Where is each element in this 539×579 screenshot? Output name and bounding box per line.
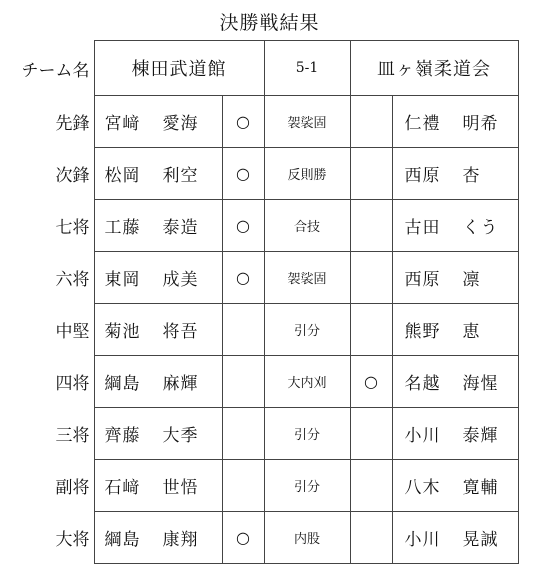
- right-given: くう: [462, 218, 499, 238]
- position: 大将: [55, 530, 90, 550]
- left-mark: ○: [236, 112, 250, 131]
- left-family: 菊池: [104, 322, 141, 342]
- left-win-mark: [222, 200, 264, 252]
- table-row: [4, 252, 518, 304]
- right-player-name: [392, 356, 518, 408]
- position-label: [4, 148, 94, 200]
- table-row: [4, 200, 518, 252]
- left-player-name: [94, 408, 222, 460]
- left-family: 綱島: [104, 374, 141, 394]
- right-given: 寛輔: [462, 478, 499, 498]
- right-family: 八木: [404, 478, 441, 498]
- left-given: 泰造: [162, 218, 199, 238]
- position: 先鋒: [55, 114, 90, 134]
- right-win-mark: [350, 200, 392, 252]
- left-given: 成美: [162, 270, 199, 290]
- right-family: 名越: [404, 374, 441, 394]
- left-family: 宮﨑: [104, 114, 141, 134]
- result-table: [4, 40, 519, 564]
- left-win-mark: [222, 408, 264, 460]
- left-given: 利空: [162, 166, 199, 186]
- technique: [264, 148, 350, 200]
- position: 六将: [55, 270, 90, 290]
- position-label: [4, 200, 94, 252]
- left-mark: ○: [236, 164, 250, 183]
- right-win-mark: [350, 252, 392, 304]
- right-win-mark: [350, 408, 392, 460]
- left-player-name: [94, 96, 222, 148]
- left-mark: ○: [236, 268, 250, 287]
- position: 中堅: [55, 322, 90, 342]
- right-family: 小川: [404, 426, 441, 446]
- left-family: 齊藤: [104, 426, 141, 446]
- right-player-name: [392, 304, 518, 356]
- page-title: 決勝戦結果: [219, 12, 320, 34]
- left-win-mark: [222, 304, 264, 356]
- right-given: 泰輝: [462, 426, 499, 446]
- right-given: 海惺: [462, 374, 499, 394]
- left-win-mark: [222, 148, 264, 200]
- technique: 引分: [293, 480, 320, 495]
- position: 七将: [55, 218, 90, 238]
- left-given: 康翔: [162, 530, 199, 550]
- left-player-name: [94, 356, 222, 408]
- left-family: 綱島: [104, 530, 141, 550]
- right-player-name: [392, 460, 518, 512]
- right-player-name: [392, 408, 518, 460]
- right-family: 熊野: [404, 322, 441, 342]
- table-row: [4, 408, 518, 460]
- team-right: 皿ヶ嶺柔道会: [350, 41, 518, 96]
- technique: 大内刈: [287, 376, 327, 391]
- right-family: 小川: [404, 530, 441, 550]
- match-score: 5-1: [264, 41, 350, 96]
- technique: 袈裟固: [287, 116, 327, 131]
- right-player-name: [392, 96, 518, 148]
- right-family: 古田: [404, 218, 441, 238]
- technique: [264, 460, 350, 512]
- left-win-mark: [222, 460, 264, 512]
- technique: [264, 252, 350, 304]
- right-given: 杏: [462, 166, 481, 186]
- left-player-name: [94, 200, 222, 252]
- technique: [264, 200, 350, 252]
- technique: [264, 512, 350, 564]
- left-given: 麻輝: [162, 374, 199, 394]
- technique: 内股: [293, 532, 320, 547]
- right-win-mark: [350, 460, 392, 512]
- technique: 引分: [293, 324, 320, 339]
- left-player-name: [94, 148, 222, 200]
- table-row: [4, 460, 518, 512]
- technique: [264, 356, 350, 408]
- technique: 引分: [293, 428, 320, 443]
- right-player-name: [392, 512, 518, 564]
- right-win-mark: [350, 356, 392, 408]
- left-win-mark: [222, 252, 264, 304]
- left-family: 石﨑: [104, 478, 141, 498]
- left-win-mark: [222, 512, 264, 564]
- left-win-mark: [222, 356, 264, 408]
- left-family: 工藤: [104, 218, 141, 238]
- technique: [264, 96, 350, 148]
- table-row: [4, 304, 518, 356]
- technique: 合技: [293, 220, 320, 235]
- position-label: [4, 356, 94, 408]
- left-mark: ○: [236, 216, 250, 235]
- left-given: 大季: [162, 426, 199, 446]
- right-family: 西原: [404, 270, 441, 290]
- table-row: [4, 356, 518, 408]
- right-win-mark: [350, 148, 392, 200]
- left-given: 愛海: [162, 114, 199, 134]
- position: 四将: [55, 374, 90, 394]
- right-player-name: [392, 200, 518, 252]
- right-family: 西原: [404, 166, 441, 186]
- right-win-mark: [350, 96, 392, 148]
- right-family: 仁禮: [404, 114, 441, 134]
- position-label: [4, 304, 94, 356]
- header-row: [4, 41, 518, 96]
- right-given: 明希: [462, 114, 499, 134]
- position-label: [4, 512, 94, 564]
- position-label: [4, 96, 94, 148]
- right-given: 晃誠: [462, 530, 499, 550]
- table-row: [4, 512, 518, 564]
- position-label: [4, 460, 94, 512]
- left-family: 松岡: [104, 166, 141, 186]
- team-left: 棟田武道館: [94, 41, 264, 96]
- left-win-mark: [222, 96, 264, 148]
- left-player-name: [94, 460, 222, 512]
- left-player-name: [94, 252, 222, 304]
- right-win-mark: [350, 512, 392, 564]
- technique: 袈裟固: [287, 272, 327, 287]
- left-given: 世悟: [162, 478, 199, 498]
- right-given: 恵: [462, 322, 481, 342]
- left-player-name: [94, 304, 222, 356]
- left-player-name: [94, 512, 222, 564]
- left-mark: ○: [236, 528, 250, 547]
- right-player-name: [392, 148, 518, 200]
- left-given: 将吾: [162, 322, 199, 342]
- table-row: [4, 96, 518, 148]
- position-label: [4, 252, 94, 304]
- position: 次鋒: [55, 166, 90, 186]
- left-family: 東岡: [104, 270, 141, 290]
- position: 副将: [55, 478, 90, 498]
- right-mark: ○: [364, 372, 378, 391]
- technique: 反則勝: [287, 168, 327, 183]
- table-row: [4, 148, 518, 200]
- technique: [264, 304, 350, 356]
- position: 三将: [55, 426, 90, 446]
- right-player-name: [392, 252, 518, 304]
- position-label: [4, 408, 94, 460]
- result-table-body: [4, 41, 518, 564]
- technique: [264, 408, 350, 460]
- right-given: 凛: [462, 270, 481, 290]
- team-name-label: チーム名: [21, 60, 90, 81]
- right-win-mark: [350, 304, 392, 356]
